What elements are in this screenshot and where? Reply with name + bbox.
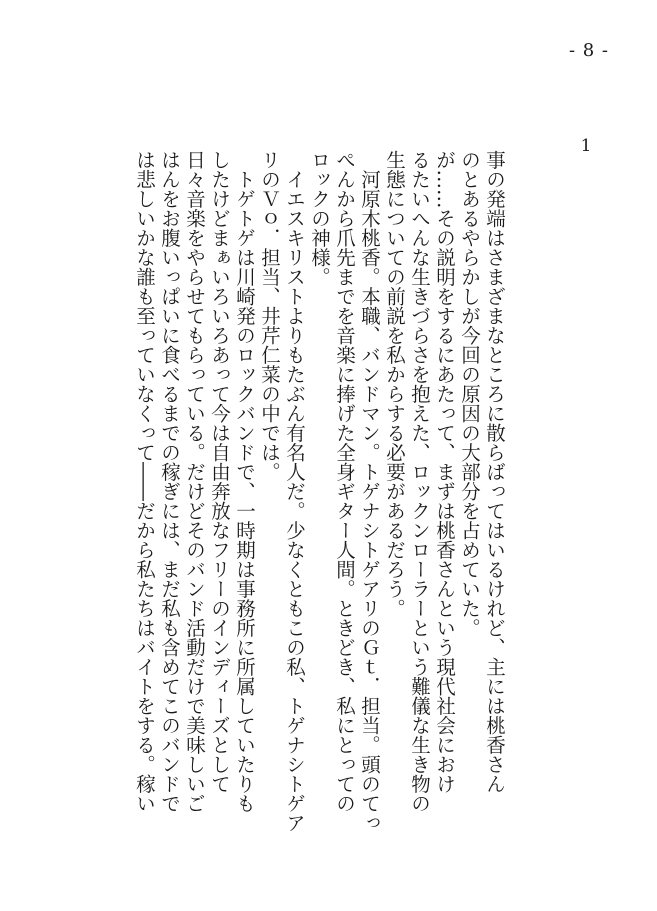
text-line: 河原木桃香。本職、バンドマン。トゲナシトゲアリのＧｔ．担当。頭のてっ [358,150,381,833]
text-line: イエスキリストよりもたぶん有名人だ。少なくともこの私、トゲナシトゲア [283,150,306,833]
text-line: ぺんから爪先までを音楽に捧げた全身ギター人間。ときどき、私にとっての [333,150,356,813]
text-line: リのＶｏ．担当、井芹仁菜の中では。 [258,150,281,482]
text-line: が……その説明をするにあたって、まずは桃香さんという現代社会におけ [433,150,456,794]
text-line: は悲しいかな誰も至っていなくって――だから私たちはバイトをする。稼い [133,150,156,813]
text-line: のとあるやらかしが今回の原因の大部分を占めていた。 [458,150,481,638]
text-line: 事の発端はさまざまなところに散らばってはいるけれど、主には桃香さん [483,150,506,794]
text-line: トゲトゲは川崎発のロックバンドで、一時期は事務所に所属していたりも [233,150,256,813]
text-line: したけどまぁいろいろあって今は自由奔放なフリーのインディーズとして [208,150,231,794]
text-line: 日々音楽をやらせてもらっている。だけどそのバンド活動だけで美味しいご [183,150,206,813]
chapter-number: 1 [580,136,592,156]
text-line: はんをお腹いっぱいに食べるまでの稼ぎには、まだ私も含めてこのバンドで [158,150,181,813]
text-line: 生態についての前説を私からする必要があるだろう。 [383,150,406,618]
text-line: るたいへんな生きづらさを抱えた、ロックンローラーという難儀な生き物の [408,150,431,813]
page-number: - 8 - [568,40,609,61]
text-line: ロックの神様。 [308,150,331,287]
novel-body-text [107,150,507,850]
